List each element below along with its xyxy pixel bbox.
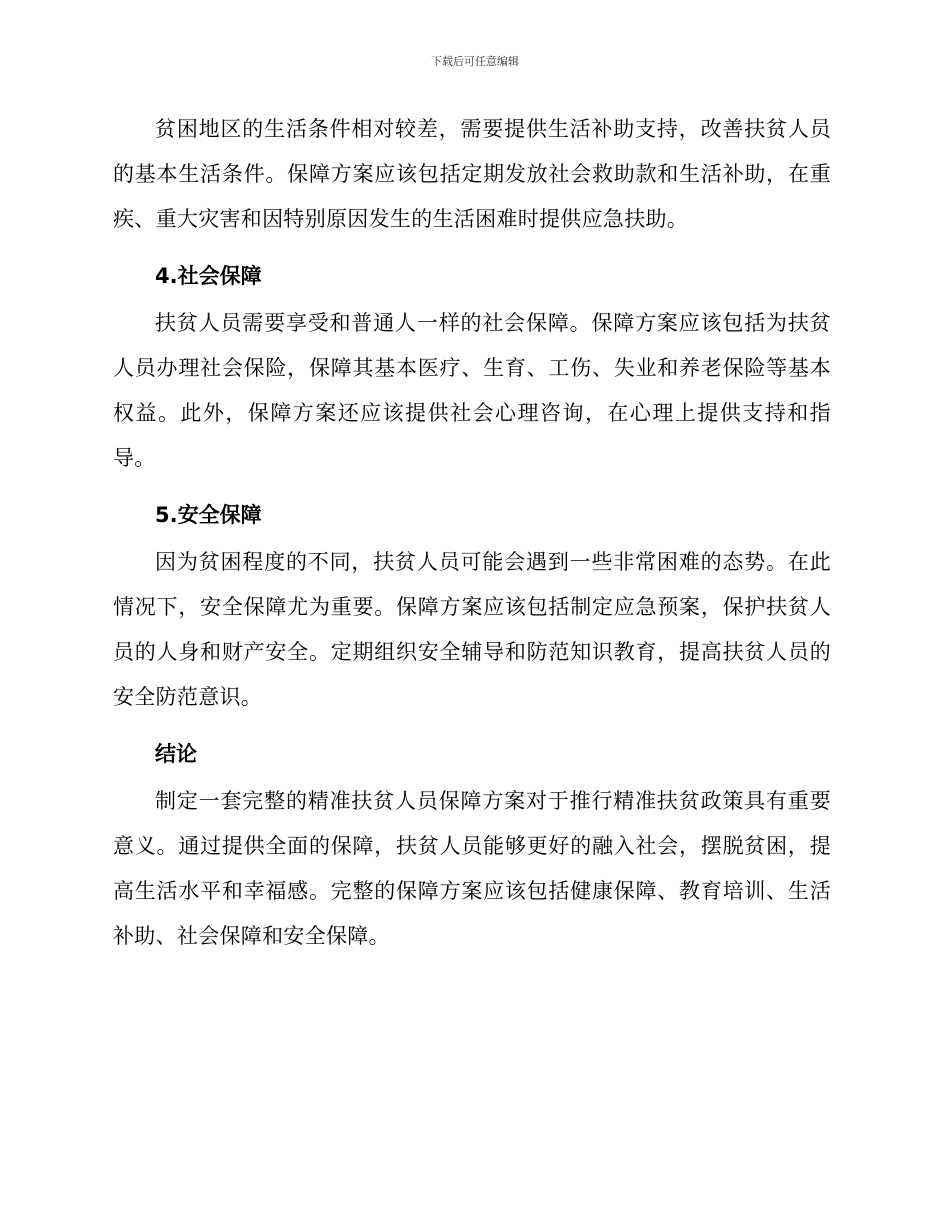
document-body — [113, 107, 831, 959]
paragraph-social-security: 扶贫人员需要享受和普通人一样的社会保障。保障方案应该包括为扶贫人员办理社会保险，保障其基本医疗、生育、工伤、失业和养老保险等基本权益。此外，保障方案还应该提供社会心理咨询，在心理上提供支持和指导。 — [113, 311, 831, 470]
section-heading-social-security: 4.社会保障 — [155, 264, 262, 288]
paragraph-living-subsidy: 贫困地区的生活条件相对较差，需要提供生活补助支持，改善扶贫人员的基本生活条件。保障方案应该包括定期发放社会救助款和生活补助，在重疾、重大灾害和因特别原因发生的生活困难时提供应急扶助。 — [113, 117, 831, 231]
page-header: 下载后可任意编辑 — [431, 55, 519, 68]
paragraph-safety-security: 因为贫困程度的不同，扶贫人员可能会遇到一些非常困难的态势。在此情况下，安全保障尤为重要。保障方案应该包括制定应急预案，保护扶贫人员的人身和财产安全。定期组织安全辅导和防范知识教育，提高扶贫人员的安全防范意识。 — [113, 550, 831, 709]
paragraph-conclusion: 制定一套完整的精准扶贫人员保障方案对于推行精准扶贫政策具有重要意义。通过提供全面的保障，扶贫人员能够更好的融入社会，摆脱贫困，提高生活水平和幸福感。完整的保障方案应该包括健康保障、教育培训、生活补助、社会保障和安全保障。 — [113, 789, 831, 948]
section-heading-safety-security: 5.安全保障 — [155, 503, 262, 527]
section-heading-conclusion: 结论 — [155, 742, 197, 766]
